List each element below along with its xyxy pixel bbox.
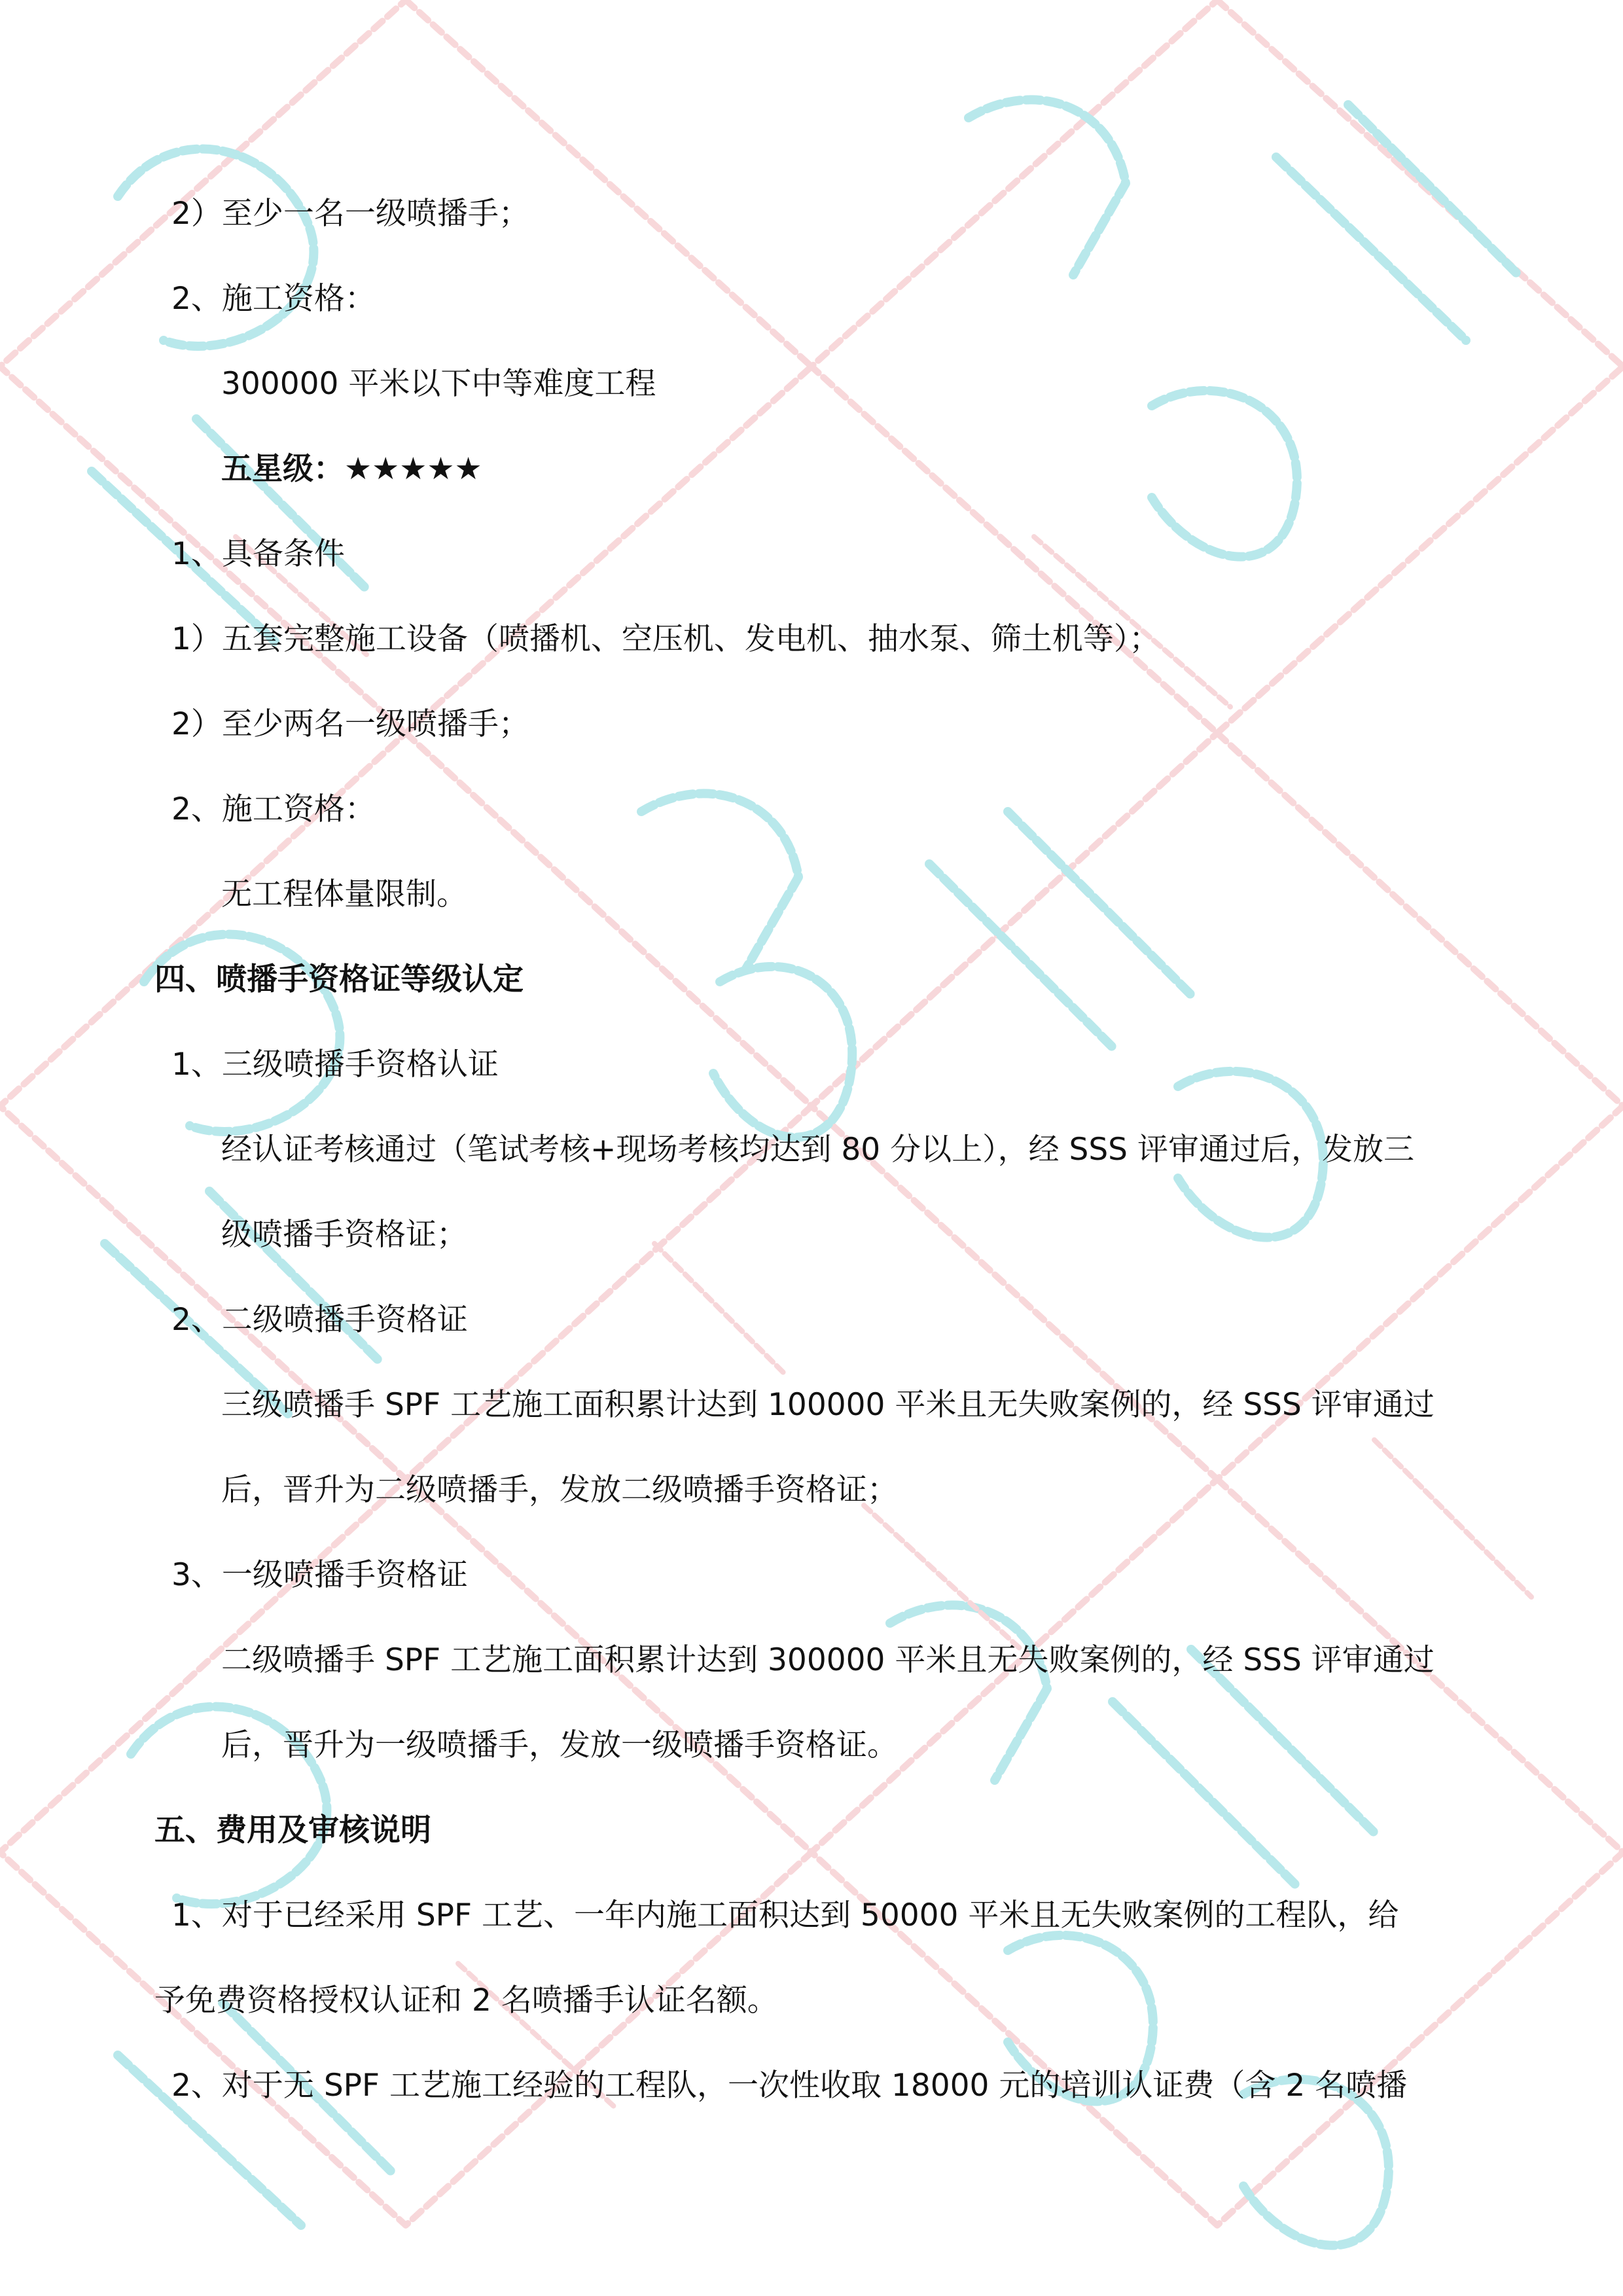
paragraph: 三级喷播手 SPF 工艺施工面积累计达到 100000 平米且无失败案例的，经 SSS 评审通过 — [221, 1387, 1435, 1423]
list-item: 2、施工资格： — [171, 281, 376, 317]
paragraph: 无工程体量限制。 — [221, 876, 467, 912]
paragraph: 级喷播手资格证； — [221, 1217, 467, 1253]
paragraph: 300000 平米以下中等难度工程 — [221, 366, 656, 402]
paragraph: 经认证考核通过（笔试考核+现场考核均达到 80 分以上），经 SSS 评审通过后，发放三 — [221, 1132, 1414, 1168]
paragraph: 2、对于无 SPF 工艺施工经验的工程队，一次性收取 18000 元的培训认证费（含 2 名喷播 — [171, 2068, 1408, 2104]
list-item: 2）至少一名一级喷播手； — [171, 196, 529, 232]
list-item: 2、二级喷播手资格证 — [171, 1302, 468, 1338]
list-item: 1）五套完整施工设备（喷播机、空压机、发电机、抽水泵、筛土机等）； — [171, 621, 1160, 657]
level-heading: 五星级：★★★★★ — [221, 451, 482, 487]
list-item: 1、三级喷播手资格认证 — [171, 1047, 499, 1083]
list-item: 2、施工资格： — [171, 791, 376, 827]
list-item: 2）至少两名一级喷播手； — [171, 706, 529, 742]
paragraph: 二级喷播手 SPF 工艺施工面积累计达到 300000 平米且无失败案例的，经 SSS 评审通过 — [221, 1642, 1435, 1678]
paragraph: 后，晋升为一级喷播手，发放一级喷播手资格证。 — [221, 1727, 898, 1763]
paragraph: 1、对于已经采用 SPF 工艺、一年内施工面积达到 50000 平米且无失败案例的工程队，给 — [171, 1897, 1399, 1933]
paragraph: 后，晋升为二级喷播手，发放二级喷播手资格证； — [221, 1472, 898, 1508]
paragraph: 予免费资格授权认证和 2 名喷播手认证名额。 — [154, 1982, 778, 2018]
list-item: 1、具备条件 — [171, 536, 345, 572]
section-heading: 四、喷播手资格证等级认定 — [154, 961, 524, 997]
section-heading: 五、费用及审核说明 — [154, 1812, 431, 1848]
list-item: 3、一级喷播手资格证 — [171, 1557, 468, 1593]
